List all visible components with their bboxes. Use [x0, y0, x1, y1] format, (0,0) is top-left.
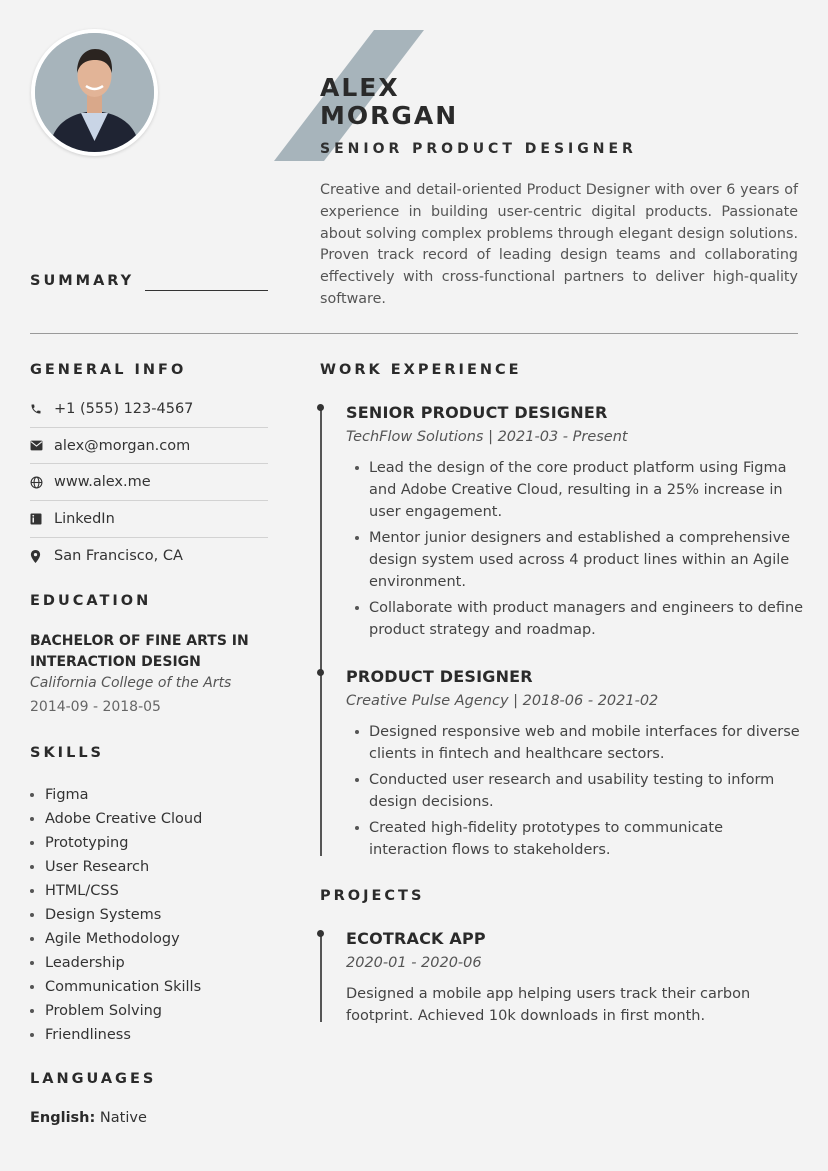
timeline-dot: [317, 930, 324, 937]
general-info-heading: GENERAL INFO: [30, 362, 187, 378]
education-degree: BACHELOR OF FINE ARTS IN INTERACTION DESIGN: [30, 633, 249, 670]
timeline-line: [320, 934, 322, 1022]
skill-item: HTML/CSS: [30, 879, 270, 903]
skill-item: Figma: [30, 783, 270, 807]
person-avatar-icon: [35, 33, 154, 152]
job-bullet: Created high-fidelity prototypes to communicate interaction flows to stakeholders.: [355, 817, 805, 861]
language-name: English:: [30, 1110, 96, 1126]
contact-location: [30, 538, 268, 575]
name-first: ALEX: [320, 73, 400, 102]
job-role: SENIOR PRODUCT DESIGNER: [346, 403, 608, 422]
job-bullets: [355, 721, 805, 865]
project-description: Designed a mobile app helping users track their carbon footprint. Achieved 10k downloads in first month.: [346, 986, 751, 1024]
profile-photo: [31, 29, 158, 156]
skill-item: Adobe Creative Cloud: [30, 807, 270, 831]
job-bullet: Designed responsive web and mobile interfaces for diverse clients in fintech and healthcare sectors.: [355, 721, 805, 765]
candidate-title: SENIOR PRODUCT DESIGNER: [320, 141, 637, 157]
contact-email[interactable]: [30, 428, 268, 465]
header-divider: [30, 333, 798, 334]
contact-linkedin-text: LinkedIn: [54, 510, 115, 527]
contact-website[interactable]: [30, 464, 268, 501]
skills-heading: SKILLS: [30, 745, 104, 761]
summary-heading: SUMMARY: [30, 273, 135, 289]
globe-icon: [30, 476, 54, 489]
project-dates: 2020-01 - 2020-06: [346, 955, 482, 971]
contact-phone-text: +1 (555) 123-4567: [54, 400, 194, 417]
language-item: [30, 1110, 147, 1126]
timeline-line: [320, 408, 322, 856]
contact-linkedin[interactable]: [30, 501, 268, 538]
timeline-dot: [317, 404, 324, 411]
summary-text: Creative and detail-oriented Product Designer with over 6 years of experience in building user-centric digital products. Passionate about solving complex problems through elegant design solutions. Proven track record of leading design teams and collaborating effectively with cross-functional partners to deliver high-quality software.: [320, 182, 798, 307]
contact-website-text: www.alex.me: [54, 474, 151, 491]
language-level: Native: [99, 1110, 147, 1126]
job-meta: TechFlow Solutions | 2021-03 - Present: [346, 429, 628, 445]
phone-icon: [30, 403, 54, 415]
skill-item: Prototyping: [30, 831, 270, 855]
skills-list: [30, 783, 270, 1047]
education-school: California College of the Arts: [30, 675, 232, 691]
job-bullet: Lead the design of the core product platform using Figma and Adobe Creative Cloud, resulting in a 25% increase in user engagement.: [355, 457, 805, 523]
skill-item: Agile Methodology: [30, 927, 270, 951]
timeline-dot: [317, 669, 324, 676]
projects-heading: PROJECTS: [320, 888, 425, 904]
skill-item: Design Systems: [30, 903, 270, 927]
skill-item: User Research: [30, 855, 270, 879]
education-heading: EDUCATION: [30, 593, 152, 609]
email-icon: [30, 440, 54, 451]
job-role: PRODUCT DESIGNER: [346, 667, 533, 686]
contact-location-text: San Francisco, CA: [54, 548, 183, 565]
job-bullet: Conducted user research and usability testing to inform design decisions.: [355, 769, 805, 813]
work-experience-heading: WORK EXPERIENCE: [320, 362, 522, 378]
job-bullet: Mentor junior designers and established a comprehensive design system used across 4 product lines within an Agile environment.: [355, 527, 805, 593]
linkedin-icon: [30, 513, 54, 525]
education-dates: 2014-09 - 2018-05: [30, 699, 161, 715]
job-bullets: [355, 457, 805, 645]
name-last: MORGAN: [320, 101, 459, 130]
skill-item: Friendliness: [30, 1023, 270, 1047]
skill-item: Leadership: [30, 951, 270, 975]
location-pin-icon: [30, 550, 54, 563]
summary-underline: [145, 290, 268, 291]
job-bullet: Collaborate with product managers and engineers to define product strategy and roadmap.: [355, 597, 805, 641]
contact-list: [30, 391, 268, 574]
job-meta: Creative Pulse Agency | 2018-06 - 2021-02: [346, 693, 659, 709]
languages-heading: LANGUAGES: [30, 1071, 157, 1087]
project-name: ECOTRACK APP: [346, 929, 486, 948]
skill-item: Problem Solving: [30, 999, 270, 1023]
contact-phone[interactable]: [30, 391, 268, 428]
contact-email-text: alex@morgan.com: [54, 437, 191, 454]
skill-item: Communication Skills: [30, 975, 270, 999]
candidate-name: [320, 74, 458, 130]
